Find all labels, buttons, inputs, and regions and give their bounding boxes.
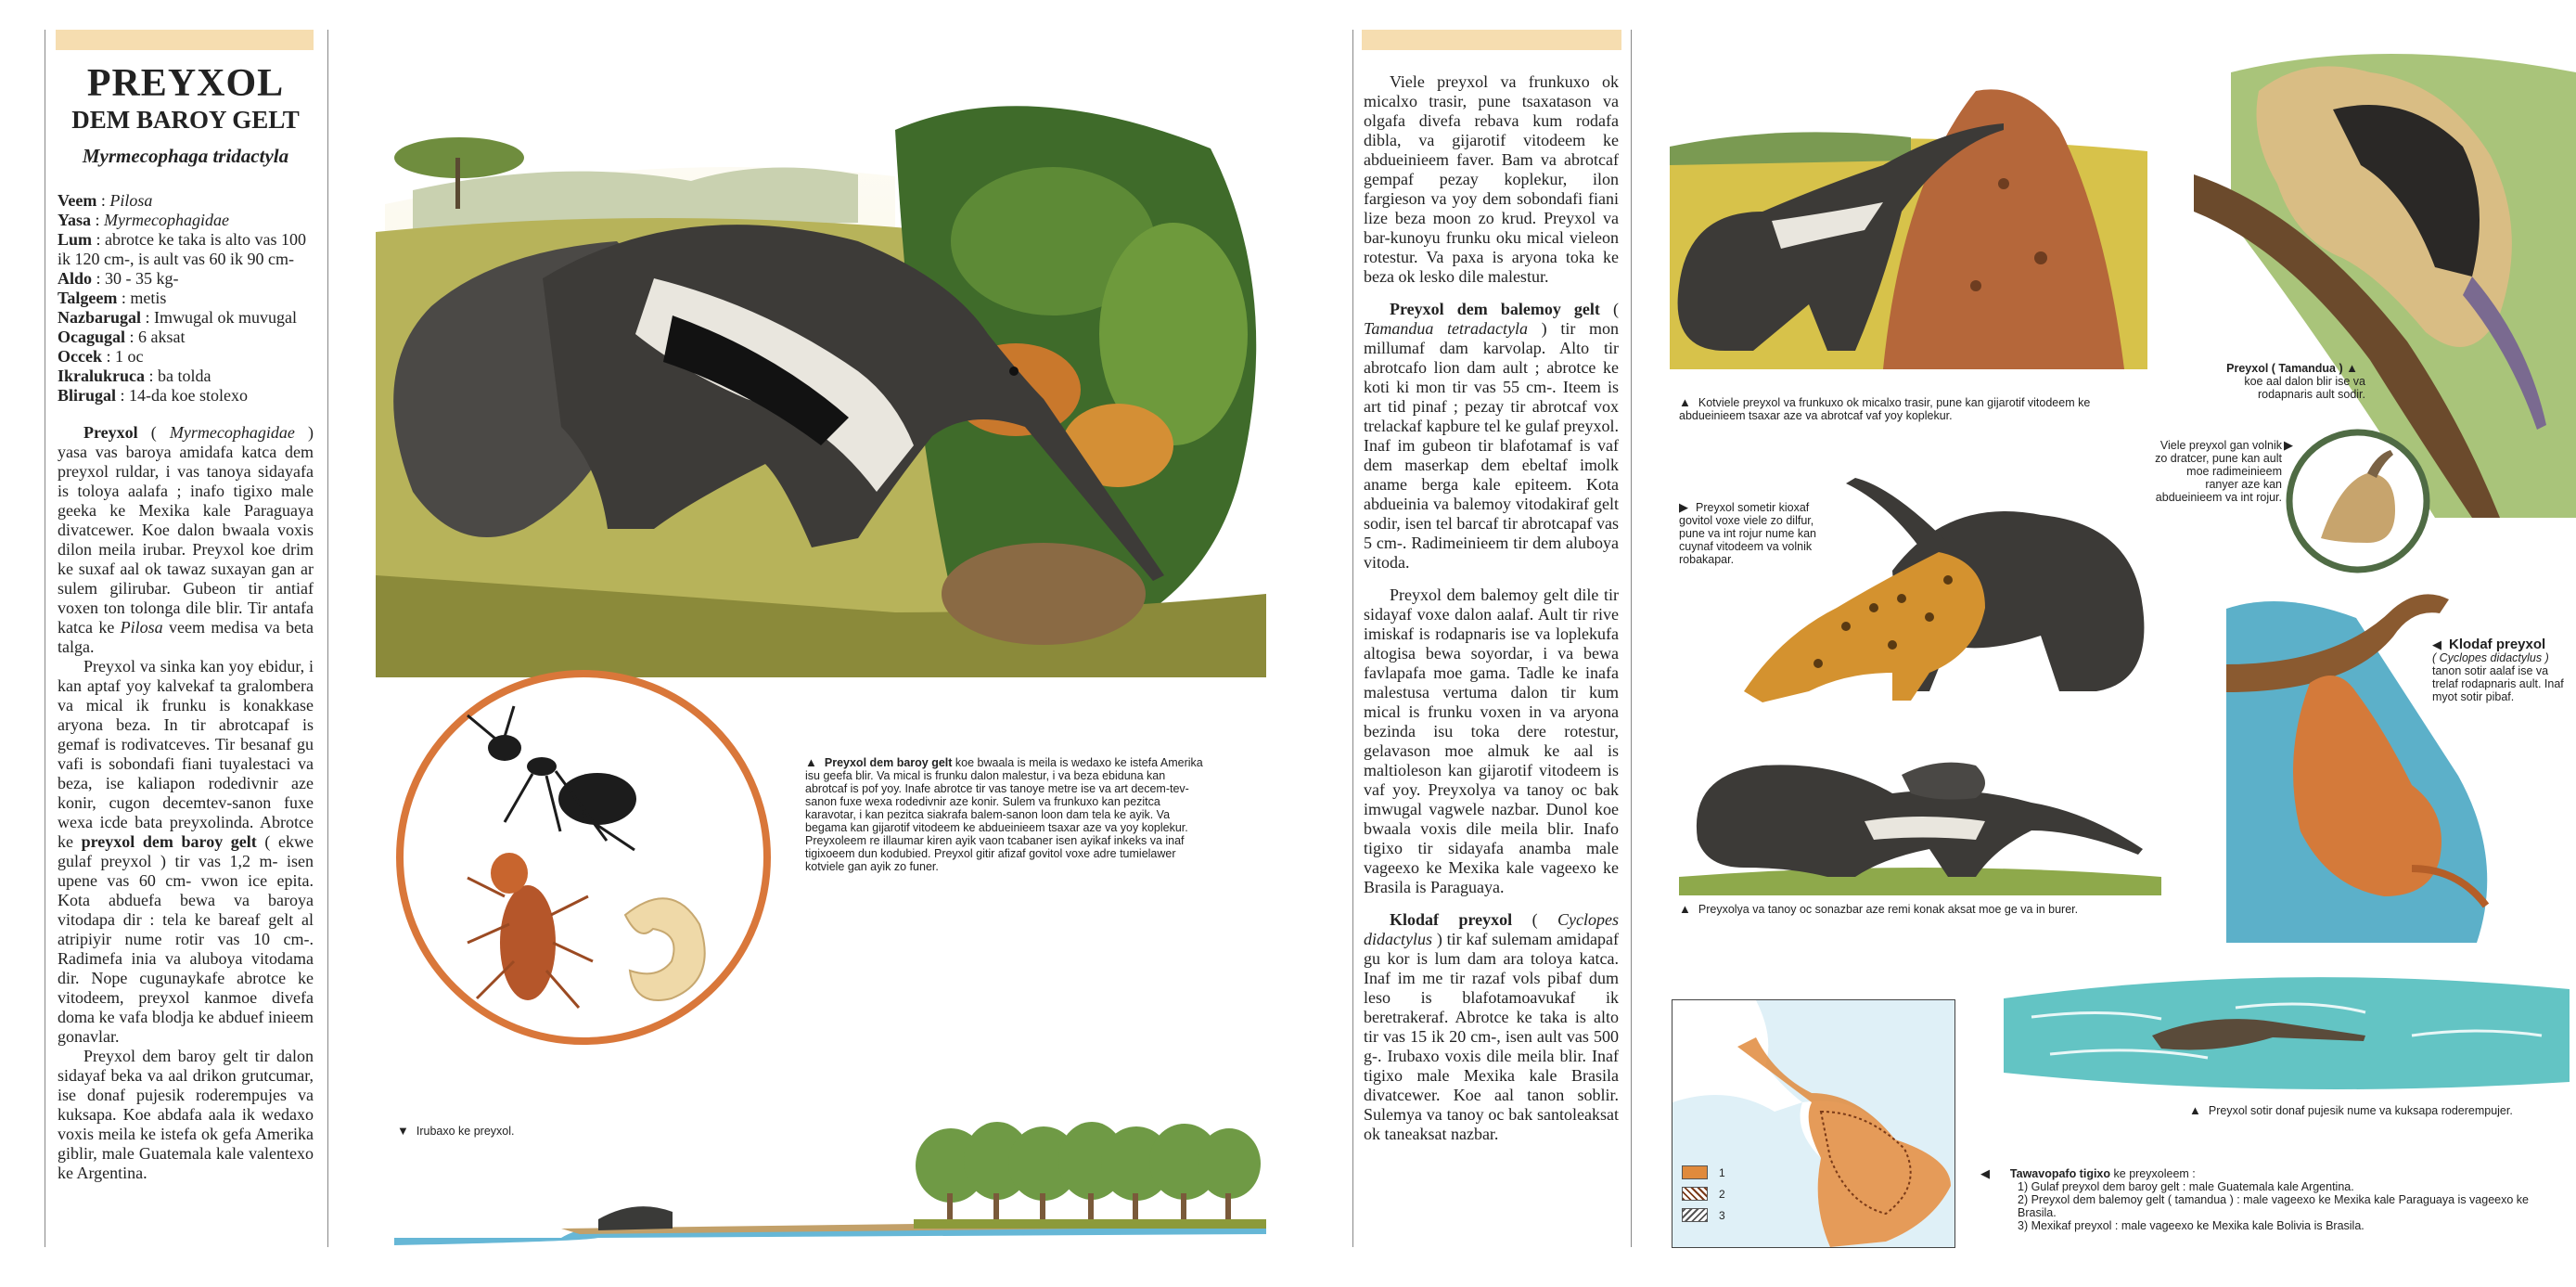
triangle-left-icon: ◀ — [1980, 1166, 1990, 1180]
caption-tamandua-text: koe aal dalon blir ise va rodapnaris ault sodir. — [2244, 375, 2365, 401]
fact-label: Talgeem — [58, 289, 118, 307]
caption-swim-text: Irubaxo ke preyxol. — [416, 1125, 515, 1138]
col-para2-bold: Preyxol dem balemoy gelt — [1390, 300, 1600, 318]
swimming-anteater-illustration — [1994, 961, 2576, 1100]
legend-swatch-2 — [1682, 1187, 1708, 1201]
caption-klodaf-bold: Klodaf preyxol — [2449, 637, 2546, 652]
triangle-right-icon: ▶ — [1679, 500, 1688, 514]
fact-value: 14-da koe stolexo — [129, 386, 248, 405]
para2-bold: preyxol dem baroy gelt — [81, 832, 257, 851]
col-para1: Viele preyxol va frunkuxo ok micalxo trasir, pune tsaxatason va olgafa divefa rebava kum rodafa dibla, va gijarotif vitodeem ke abdueinieem faver. Bam va abrotcaf gempaf pezay koplekur, ilon fargieson va yoy dem sobondafi fiani lize beza moon zo krud. Preyxol va bar-kunoyu frunku oku mical vieleon rotestur. Va paxa is aryona toka ke beza ok lesko dile malestur. — [1364, 72, 1619, 286]
triangle-right-icon: ▶ — [2284, 438, 2293, 452]
column-rule-right-1 — [1352, 30, 1353, 1247]
map-legend — [1682, 1165, 1725, 1222]
mother-baby-illustration — [1679, 738, 2161, 895]
para1-latin: Pilosa — [120, 618, 163, 637]
fact-value: ba tolda — [158, 367, 211, 385]
fact-row: Yasa : Myrmecophagidae — [58, 211, 229, 229]
col-para4-latin: Cyclopes didactylus — [1364, 910, 1619, 948]
para3: Preyxol dem baroy gelt tir dalon sidayaf beka va aal drikon grutcumar, ise donaf pujesik roderempujes va kuksapa. Koe abdafa aala ik wedaxo voxis meila ke istefa ok gefa Amerika giblir, male Guatemala kale valentexo ke Argentina. — [58, 1047, 314, 1182]
fact-label: Ikralukruca — [58, 367, 146, 385]
fact-row: Talgeem : metis — [58, 289, 167, 307]
fact-label: Occek — [58, 347, 102, 366]
legend-swatch-3 — [1682, 1208, 1708, 1222]
habitat-strip-illustration — [394, 1110, 1266, 1249]
para1-lead: Preyxol — [83, 423, 138, 442]
para1-end: veem medisa va beta talga. — [58, 618, 314, 656]
triangle-up-icon: ▲ — [805, 755, 817, 769]
triangle-left-icon: ◀ — [2432, 637, 2441, 651]
fact-label: Aldo — [58, 269, 93, 288]
fact-row: Occek : 1 oc — [58, 347, 144, 366]
caption-klodaf-latin: ( Cyclopes didactylus ) — [2432, 651, 2549, 664]
caption-insects — [805, 756, 1206, 873]
right-body-text: Viele preyxol va frunkuxo ok micalxo trasir, pune tsaxatason va olgafa divefa rebava kum rodafa dibla, va gijarotif vitodeem ke abdueinieem faver. Bam va abrotcaf gempaf pezay koplekur, ilon fargieson va yoy dem sobondafi fiani lize beza moon zo krud. Preyxol va bar-kunoyu frunku oku mical vieleon rotestur. Va paxa is aryona toka ke beza ok lesko dile malestur. Preyxol dem balemoy gelt ( Tamandua tetradactyla ) tir mon millumaf dam karvolap. Alto tir abrotcafo lion dam ault ; abrotce ke koti ki mon tir vas 55 cm-. Iteem is art tid pinaf ; pezay tir abrotcaf vox trelackaf kapbure tel ke gulaf preyxol. Inaf im gubeon tir blafotamaf is vaf dem maserkap dem ebeltaf imolk aname berga kale epiteem. Kota abdueinia va balemoy vitodakiraf gelt sodir, isen tel barcaf tir abrotcapaf vas 5 cm-. Radimeinieem tir dem aluboya vitoda. Preyxol dem balemoy gelt dile tir sidayaf voxe dalon aalaf. Ault tir rive imiskaf is rodapnaris ise va loplekufa altogisa bewa soyordar, i va bewa favlapafa moe gama. Tadle ke inafa malestusa vertuma dalon tir kum mical is frunku voxen in va aryona bezinda isu toka dere rotestur, gelavason moe almuk ke aal is maltioleson kan gijarotif vitodeem is vaf yoy. Preyxolya va tanoy oc bak imwugal vagwele nazbar. Dunol koe bwaala voxis dile meila blir. Inafo tigixo tir sidayafa anamba male vageexo ke Mexika kale vageexo ke Brasila is Paraguaya. Klodaf preyxol ( Cyclopes didactylus ) tir kaf sulemam amidapaf gu kor is lum dam ara toloya katca. Inaf im me tir razaf vols pibaf dum leso is blafotamoavukaf ik beretrakeraf. Abrotce ke taka is alto tir vas 15 ik 20 cm-, isen ault vas 500 g-. Irubaxo voxis dile meila blir. Inaf tigixo male Mexika kale Brasila divatcewer. Koe aal tanon soblir. Sulemya va tanoy oc bak santoleaksat ok taneaksat nazbar. — [1364, 72, 1619, 1143]
triangle-up-icon: ▲ — [1679, 395, 1691, 409]
para1-text: yasa vas baroya amidafa katca dem preyxol ruldar, i vas tanoya sidayafa is toloya aalafa ; inafo tigixo male geeka ke Mexika kale Paraguaya divatcewer. Koe dalon bwaala voxis dilon meila irubar. Preyxol koe drim ke suxaf aal ok tawaz suxayan gan ar sulem gilirubar. Gubeon tir antiaf voxen ton tolonga dile blir. Tir antafa katca ke — [58, 443, 314, 637]
fact-label: Yasa — [58, 211, 92, 229]
jaguar-fight-illustration — [1707, 459, 2161, 710]
caption-insects-text: koe bwaala is meila is wedaxo ke istefa Amerika isu geefa blir. Va mical is frunku dalon malestur, i va beza ebiduna kan abrotcaf is pof yoy. Inafe abrotce tir vas tanoye metre ise va art decem-tev-sanon fuxe wexa rodedivnir aze konir. Sulem va frunkuxo kan pezitca karavotar, i kan pezitca siakrafa balem-sanon loon dam tela ke ayik. Va begama kan gijarotif vitodeem ke abdueinieem tsaxar aze va yoy koplekur. Preyxoleem re illaumar kiren ayik vaon tcabaner isen ayikaf inkeks va inaf tigixoeem dun kodubied. Preyxol gitir afizaf govitol voxe adre tumielawer kotviele gan ayik zo funer. — [805, 756, 1203, 873]
fact-value: 30 - 35 kg- — [105, 269, 179, 288]
caption-klodaf-text: tanon sotir aalaf ise va trelaf rodapnaris ault. Inaf myot sotir pibaf. — [2432, 664, 2564, 703]
fact-value: metis — [130, 289, 167, 307]
col-para2-latin: Tamandua tetradactyla — [1364, 319, 1528, 338]
fact-row: Lum : abrotce ke taka is alto vas 100 ik 120 cm-, is ault vas 60 ik 90 cm- — [58, 230, 306, 268]
legend-label-2: 2 — [1719, 1187, 1725, 1201]
fact-row: Veem : Pilosa — [58, 191, 153, 210]
map-caption-bold: Tawavopafo tigixo — [2009, 1167, 2111, 1180]
fact-row: Ocagugal : 6 aksat — [58, 328, 186, 346]
fact-value: Pilosa — [109, 191, 153, 210]
col-para4-text: tir kaf sulemam amidapaf gu kor is lum dam ara toloya katca. Inaf im me tir razaf vols pibaf dum leso is blafotamoavukaf ik beretrakeraf. Abrotce ke taka is alto tir vas 15 ik 20 cm-, isen ault vas 500 g-. Irubaxo voxis dile meila blir. Inaf tigixo male Mexika kale Brasila divatcewer. Koe aal tanon soblir. Sulemya va tanoy oc bak santoleaksat ok taneaksat nazbar. — [1364, 930, 1619, 1143]
fact-label: Nazbarugal — [58, 308, 141, 327]
triangle-up-icon: ▲ — [2189, 1103, 2201, 1117]
caption-circle — [2152, 439, 2282, 504]
fact-value: abrotce ke taka is alto vas 100 ik 120 cm-, is ault vas 60 ik 90 cm- — [58, 230, 306, 268]
map-caption-line: 2) Preyxol dem balemoy gelt ( tamandua ) : male vageexo ke Mexika kale Paraguaya is vageexo ke Brasila. — [2018, 1193, 2529, 1219]
termite-mound-illustration — [1670, 72, 2147, 379]
fact-label: Veem — [58, 191, 97, 210]
fact-label: Ocagugal — [58, 328, 126, 346]
fact-row: Ikralukruca : ba tolda — [58, 367, 211, 385]
accent-bar-left — [56, 30, 314, 50]
caption-tamandua — [2189, 362, 2365, 401]
map-caption-title-rest: ke preyxoleem : — [2113, 1167, 2196, 1180]
caption-swim-right — [2189, 1104, 2560, 1117]
caption-baby-text: Preyxolya va tanoy oc sonazbar aze remi konak aksat moe ge va in burer. — [1698, 903, 2079, 916]
range-map — [1672, 999, 1955, 1248]
col-para3: Preyxol dem balemoy gelt dile tir sidayaf voxe dalon aalaf. Ault tir rive imiskaf is rodapnaris ise va loplekufa altogisa bewa soyordar, i va bewa favlapafa moe gama. Tadle ke inafa malestusa vertuma dalon tir kum mical is frunku voxen in va aryona bezinda isu toka dere rotestur, gelavason moe almuk ke aal is maltioleson kan gijarotif vitodeem is vaf yoy. Preyxolya va tanoy oc bak imwugal vagwele nazbar. Dunol koe bwaala voxis dile meila blir. Inafo tigixo tir sidayafa anamba male vageexo ke Mexika kale vageexo ke Brasila is Paraguaya. — [1364, 586, 1619, 896]
column-rule-right-2 — [1631, 30, 1632, 1247]
page-subtitle: DEM BAROY GELT — [71, 106, 300, 134]
caption-circle-text: Viele preyxol gan volnik zo dratcer, pune kan ault moe radimeinieem ranyer aze kan abdueinieem va int rojur. — [2155, 439, 2282, 504]
fact-row: Aldo : 30 - 35 kg- — [58, 269, 179, 288]
column-rule-left-2 — [327, 30, 328, 1247]
caption-insects-bold: Preyxol dem baroy gelt — [824, 756, 953, 769]
accent-bar-right — [1362, 30, 1621, 50]
anteater-illustration — [376, 93, 1275, 677]
left-body-text: Preyxol ( Myrmecophagidae ) yasa vas baroya amidafa katca dem preyxol ruldar, i vas tanoya sidayafa is toloya aalafa ; inafo tigixo male geeka ke Mexika kale Paraguaya divatcewer. Koe dalon bwaala voxis dilon meila irubar. Preyxol koe drim ke suxaf aal ok tawaz suxayan gan ar sulem gilirubar. Gubeon tir antiaf voxen ton tolonga dile blir. Tir antafa katca ke Pilosa veem medisa va beta talga. Preyxol va sinka kan yoy ebidur, i kan aptaf yoy kalvekaf ta gralombera va mical ik frunku is konakkase aryona beza. In tir abrotcapaf is gemaf is rodivatceves. Tir besanaf gu vafi is sobondafi fiani tuyalestaci va beza, ise kaliapon rodedivnir aze konir, cugon decemtev-sanon fuxe wexa icde bata preyxolinda. Abrotce ke preyxol dem baroy gelt ( ekwe gulaf preyxol ) tir vas 1,2 m- isen upene vas 60 cm- vwon ice epita. Kota abduefa bewa va baroya vitodapa dir : tela ke bareaf gelt al atripiyir nume rotir vas 10 cm-. Radimefa inia va aluboya vitodama dir. Nope cugunaykafe abrotce ke vitodeem, preyxol kanmoe divefa doma ke vafa blodja ke abduef inieem gonavlar. Preyxol dem baroy gelt tir dalon sidayaf beka va aal drikon grutcumar, ise donaf pujesik roderempujes va kuksapa. Koe abdafa aala ik wedaxo voxis meila ke istefa ok gefa Amerika giblir, male Guatemala kale valentexo ke Argentina. — [58, 423, 314, 1182]
triangle-up-icon: ▲ — [2346, 361, 2358, 375]
fact-value: Myrmecophagidae — [104, 211, 229, 229]
map-caption-line: 1) Gulaf preyxol dem baroy gelt : male Guatemala kale Argentina. — [2018, 1180, 2354, 1193]
fact-row: Blirugal : 14-da koe stolexo — [58, 386, 248, 405]
facts-list — [58, 191, 323, 405]
insects-circle-illustration — [393, 664, 774, 1050]
fact-label: Blirugal — [58, 386, 117, 405]
caption-jaguar-text: Preyxol sometir kioxaf govitol voxe viele zo dilfur, pune va int rojur nume kan cuynaf vitodeem va volnik robakapar. — [1679, 501, 1817, 566]
caption-swim-right-text: Preyxol sotir donaf pujesik nume va kuksapa roderempujer. — [2208, 1104, 2513, 1117]
para1-lead-latin: Myrmecophagidae — [169, 423, 295, 442]
triangle-up-icon: ▲ — [1679, 902, 1691, 916]
legend-swatch-1 — [1682, 1165, 1708, 1179]
caption-termite — [1679, 396, 2106, 422]
col-para2-text: tir mon millumaf dam karvolap. Alto tir abrotcafo lion dam ault ; abrotce ke koti ki mon tir vas 55 cm-. Iteem is art tid pinaf ; pezay tir abrotcaf vox trelackaf kapbure tel ke gulaf preyxol. Inaf im gubeon tir blafotamaf is vaf dem maserkap dem ebeltaf imolk aname berga kale epiteem. Kota abdueinia va balemoy vitodakiraf gelt sodir, isen tel barcaf tir abrotcapaf vas 5 cm-. Radimeinieem tir dem aluboya vitoda. — [1364, 319, 1619, 572]
map-caption — [1980, 1167, 2556, 1232]
caption-termite-text: Kotviele preyxol va frunkuxo ok micalxo trasir, pune kan gijarotif vitodeem ke abdueinieem tsaxar aze va abrotcaf vaf yoy koplekur. — [1679, 396, 2091, 422]
map-caption-line: 3) Mexikaf preyxol : male vageexo ke Mexika kale Bolivia is Brasila. — [2018, 1219, 2365, 1232]
fact-value: 6 aksat — [138, 328, 186, 346]
tree-row — [916, 1122, 1261, 1203]
col-para4-bold: Klodaf preyxol — [1390, 910, 1513, 929]
fact-row: Nazbarugal : Imwugal ok muvugal — [58, 308, 297, 327]
baby-tamandua-circle-illustration — [2284, 427, 2432, 575]
page-title: PREYXOL — [86, 62, 285, 105]
caption-tamandua-bold: Preyxol ( Tamandua ) — [2226, 362, 2343, 375]
legend-label-1: 1 — [1719, 1165, 1725, 1179]
fact-value: 1 oc — [115, 347, 144, 366]
para2-text-a: Preyxol va sinka kan yoy ebidur, i kan aptaf yoy kalvekaf ta gralombera va mical ik frunku is konakkase aryona beza. In tir abrotcapaf is gemaf is rodivatceves. Tir besanaf gu vafi is sobondafi fiani tuyalestaci va beza, ise kaliapon rodedivnir aze konir, cugon decemtev-sanon fuxe wexa icde bata preyxolinda. Abrotce ke — [58, 657, 314, 851]
triangle-down-icon: ▼ — [397, 1124, 409, 1138]
fact-value: Imwugal ok muvugal — [154, 308, 297, 327]
fact-label: Lum — [58, 230, 93, 249]
caption-baby — [1679, 903, 2106, 916]
legend-label-3: 3 — [1719, 1208, 1725, 1222]
para2-text-b: ( ekwe gulaf preyxol ) tir vas 1,2 m- isen upene vas 60 cm- vwon ice epita. Kota abduefa bewa va baroya vitodapa dir : tela ke bareaf gelt al atripiyir nume rotir vas 10 cm-. Radimefa inia va aluboya vitodama dir. Nope cugunaykafe abrotce ke vitodeem, preyxol kanmoe divefa doma ke vafa blodja ke abduef inieem gonavlar. — [58, 832, 314, 1046]
caption-klodaf — [2432, 638, 2571, 703]
latin-name: Myrmecophaga tridactyla — [82, 145, 289, 167]
